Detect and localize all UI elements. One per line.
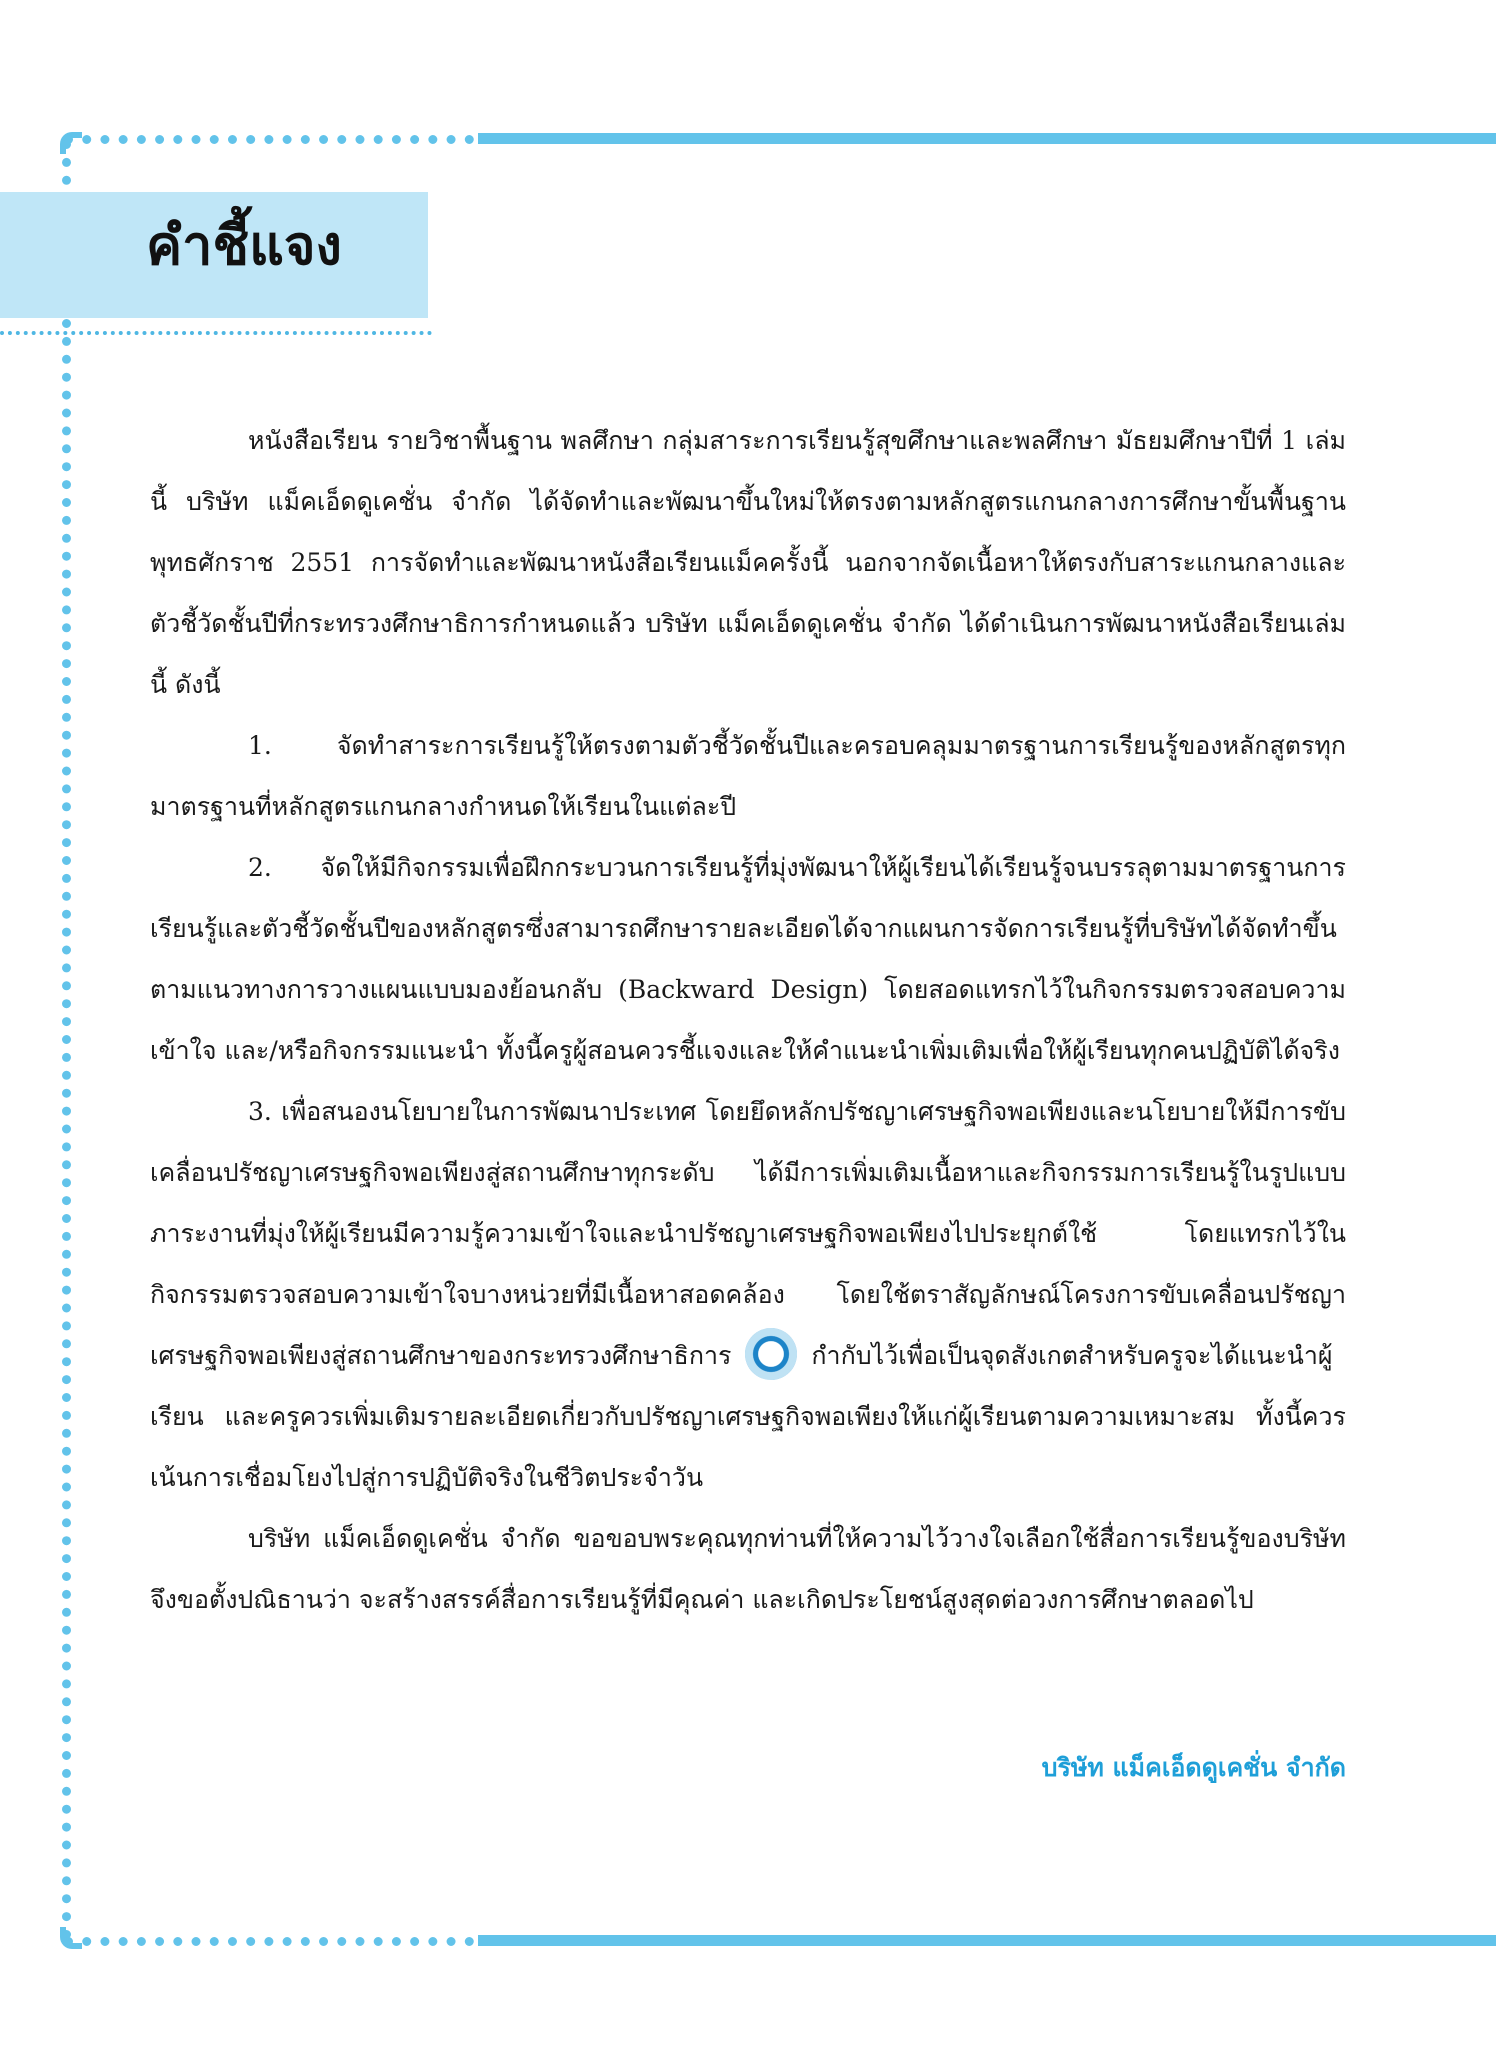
frame-bottom-solid-line <box>478 1935 1496 1946</box>
title-underline <box>0 331 432 335</box>
body-text <box>150 410 1346 1630</box>
item-2-paragraph: 2. จัดให้มีกิจกรรมเพื่อฝึกกระบวนการเรียนรู้ที่มุ่งพัฒนาให้ผู้เรียนได้เรียนรู้จนบรรลุตามมาตรฐานการเรียนรู้และตัวชี้วัดชั้นปีของหลักสูตรซึ่งสามารถศึกษารายละเอียดได้จากแผนการจัดการเรียนรู้ที่บริษัทได้จัดทำขึ้นตามแนวทางการวางแผนแบบมองย้อนกลับ (Backward Design) โดยสอดแทรกไว้ในกิจกรรมตรวจสอบความเข้าใจ และ/หรือกิจกรรมแนะนำ ทั้งนี้ครูผู้สอนควรชี้แจงและให้คำแนะนำเพิ่มเติมเพื่อให้ผู้เรียนทุกคนปฏิบัติได้จริง <box>150 853 1346 1065</box>
company-signature: บริษัท แม็คเอ็ดดูเคชั่น จำกัด <box>1041 1753 1346 1782</box>
page-title: คำชี้แจง <box>146 214 342 277</box>
frame-bottom-dotted-line <box>64 1937 474 1946</box>
frame-top-dotted-line <box>64 135 474 144</box>
item-3-text-a: 3. เพื่อสนองนโยบายในการพัฒนาประเทศ โดยยึดหลักปรัชญาเศรษฐกิจพอเพียงและนโยบายให้มีการขับเคลื่อนปรัชญาเศรษฐกิจพอเพียงสู่สถานศึกษาทุกระดับ ได้มีการเพิ่มเติมเนื้อหาและกิจกรรมการเรียนรู้ในรูปแบบภาระงานที่มุ่งให้ผู้เรียนมีความรู้ความเข้าใจและนำปรัชญาเศรษฐกิจพอเพียงไปประยุกต์ใช้ โดยแทรกไว้ในกิจกรรมตรวจสอบความเข้าใจบางหน่วยที่มีเนื้อหาสอดคล้อง โดยใช้ตราสัญลักษณ์โครงการขับเคลื่อนปรัชญาเศรษฐกิจพอเพียงสู่สถานศึกษาของกระทรวงศึกษาธิการ <box>150 1097 1346 1370</box>
intro-paragraph: หนังสือเรียน รายวิชาพื้นฐาน พลศึกษา กลุ่มสาระการเรียนรู้สุขศึกษาและพลศึกษา มัธยมศึกษาปีที่ 1 เล่มนี้ บริษัท แม็คเอ็ดดูเคชั่น จำกัด ได้จัดทำและพัฒนาขึ้นใหม่ให้ตรงตามหลักสูตรแกนกลางการศึกษาขั้นพื้นฐาน พุทธศักราช 2551 การจัดทำและพัฒนาหนังสือเรียนแม็คครั้งนี้ นอกจากจัดเนื้อหาให้ตรงกับสาระแกนกลางและตัวชี้วัดชั้นปีที่กระทรวงศึกษาธิการกำหนดแล้ว บริษัท แม็คเอ็ดดูเคชั่น จำกัด ได้ดำเนินการพัฒนาหนังสือเรียนเล่มนี้ ดังนี้ <box>150 426 1346 699</box>
item-3-paragraph <box>150 1081 1346 1508</box>
frame-left-dotted-line <box>62 140 71 1940</box>
sufficiency-economy-emblem-icon <box>745 1328 797 1380</box>
item-3-text-b: กำกับไว้เพื่อเป็นจุดสังเกตสำหรับครูจะได้แนะนำผู้เรียน และครูควรเพิ่มเติมรายละเอียดเกี่ยวกับปรัชญาเศรษฐกิจพอเพียงให้แก่ผู้เรียนตามความเหมาะสม ทั้งนี้ควรเน้นการเชื่อมโยงไปสู่การปฏิบัติจริงในชีวิตประจำวัน <box>150 1341 1346 1492</box>
closing-paragraph: บริษัท แม็คเอ็ดดูเคชั่น จำกัด ขอขอบพระคุณทุกท่านที่ให้ความไว้วางใจเลือกใช้สื่อการเรียนรู้ของบริษัท จึงขอตั้งปณิธานว่า จะสร้างสรรค์สื่อการเรียนรู้ที่มีคุณค่า และเกิดประโยชน์สูงสุดต่อวงการศึกษาตลอดไป <box>150 1524 1346 1614</box>
frame-top-solid-line <box>478 133 1496 144</box>
item-1-paragraph: 1. จัดทำสาระการเรียนรู้ให้ตรงตามตัวชี้วัดชั้นปีและครอบคลุมมาตรฐานการเรียนรู้ของหลักสูตรทุกมาตรฐานที่หลักสูตรแกนกลางกำหนดให้เรียนในแต่ละปี <box>150 731 1346 821</box>
